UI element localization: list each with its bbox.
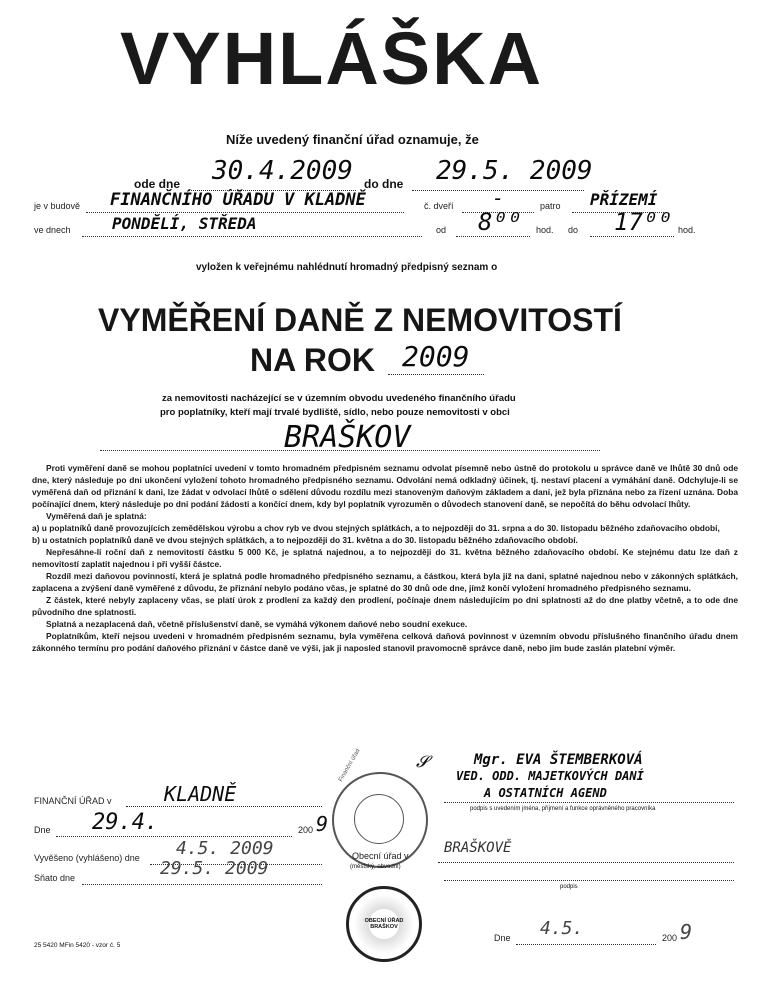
- intro-line: Níže uvedený finanční úřad oznamuje, že: [226, 132, 479, 147]
- signature-title-2: A OSTATNÍCH AGEND: [484, 786, 607, 800]
- office-value: KLADNĚ: [164, 782, 237, 806]
- scope-line-1: za nemovitosti nacházející se v územním obvodu uvedeného finančního úřadu: [162, 393, 516, 404]
- floor-label: patro: [540, 201, 561, 211]
- signature-name: Mgr. EVA ŠTEMBERKOVÁ: [474, 752, 643, 768]
- date-label: Dne: [34, 825, 51, 835]
- document-title: VYHLÁŠKA: [120, 17, 544, 100]
- days-label: ve dnech: [34, 225, 71, 235]
- paragraph-5000: Nepřesáhne-li roční daň z nemovitostí částku 5 000 Kč, je splatná najednou, a to nejpozději do 31. května běžného zdaňovacího období. Ke stejnému datu lze daň z nemovitostí zaplatit najednou i při vyšší částce.: [32, 547, 738, 569]
- municipality-value: BRAŠKOV: [284, 420, 411, 455]
- from-date-value: 30.4.2009: [212, 156, 353, 186]
- signature-caption: podpis s uvedením jména, příjmení a funkce oprávněného pracovníka: [470, 806, 656, 812]
- building-value: FINANČNÍHO ÚŘADU V KLADNĚ: [110, 190, 366, 210]
- paragraph-due: Vyměřená daň je splatná:: [46, 511, 147, 521]
- signature-scribble: 𝓢: [416, 752, 429, 771]
- removed-label: Sňato dne: [34, 873, 76, 883]
- podpis-label: podpis: [560, 884, 578, 890]
- municipal-stamp-text: OBECNÍ ÚŘAD BRAŠKOV: [364, 918, 404, 930]
- subject-year-value: 2009: [402, 340, 470, 373]
- paragraph-due-b: b) u ostatních poplatníků daně ve dvou stejných splátkách, a to nejpozději do 31. května a do 30. listopadu běžného zdaňovacího období.: [32, 535, 578, 545]
- to-date-value: 29.5. 2009: [436, 156, 593, 186]
- paragraph-appeal: Proti vyměření daně se mohou poplatníci uvedení v tomto hromadném předpisném seznamu odvolat písemně nebo ústně do protokolu u správce daně ve lhůtě 30 dnů ode dne, který následuje po dni ukončení vyložení tohoto hromadného předpisného seznamu. Odvolání nemá odkladný účinek, tj. nestaví placení a vymáhání daně. Odchyluje-li se vyměřená daň od přiznání k dani, lze žádat v odvolací lhůtě o sdělení důvodu rozdílu mezi stanoveným daňovým základem a daní, jež byla přiznána nebo za řízení uznána. Doba počínající dnem, který následuje po dni podání žádosti a končící dnem, kdy byl poplatník vyrozuměn o důvodech stanovení daně, se nepočítá do běhu odvolací lhůty.: [32, 463, 738, 509]
- form-code: 25 5420 MFin 5420 - vzor č. 5: [34, 942, 121, 949]
- floor-value: PŘÍZEMÍ: [590, 190, 658, 209]
- paragraph-others: Poplatníkům, kteří nejsou uvedeni v hromadném předpisném seznamu, byla vyměřena celková daňová povinnost v územním obvodu příslušného finančního úřadu dnem zákonného termínu pro podání daňového přiznání v částce daně ve výši, jak ji naposled stanovil pravomocně správce daně, nebo jim bude zaslán platební výměr.: [32, 631, 738, 653]
- posted-value: 4.5. 2009: [176, 838, 274, 859]
- date2-label: Dne: [494, 933, 511, 943]
- subject-title: VYMĚŘENÍ DANĚ Z NEMOVITOSTÍ: [98, 302, 622, 338]
- finance-office-stamp-inner: [354, 794, 404, 844]
- municipal-sub: (městský, obvodní): [350, 864, 401, 870]
- instructions-body: [32, 462, 738, 654]
- hod-label-1: hod.: [536, 225, 554, 235]
- date-value: 29.4.: [92, 810, 159, 835]
- year2-suffix: 9: [680, 920, 693, 944]
- office-label: FINANČNÍ ÚŘAD v: [34, 796, 112, 806]
- subject-year-label: NA ROK: [250, 342, 376, 378]
- paragraph-interest: Z částek, které nebyly zaplaceny včas, se platí úrok z prodlení za každý den prodlení, počínaje dnem následujícím po dni splatnosti až do dne platby včetně, a to ode dne původního dne splatnosti.: [32, 595, 738, 617]
- from-hour-value: 8⁰⁰: [478, 208, 522, 236]
- from-hour-label: od: [436, 225, 447, 235]
- paragraph-enforcement: Splatná a nezaplacená daň, včetně příslušenství daně, se vymáhá výkonem daňové nebo soudní exekuce.: [46, 619, 468, 629]
- door-label: č. dveří: [424, 201, 454, 211]
- to-hour-value: 17⁰⁰: [614, 208, 672, 236]
- posted-label: Vyvěšeno (vyhlášeno) dne: [34, 853, 140, 863]
- signature-title-1: VED. ODD. MAJETKOVÝCH DANÍ: [456, 769, 644, 783]
- year-prefix: 200: [298, 825, 314, 835]
- notice-line: vyložen k veřejnému nahlédnutí hromadný předpisný seznam o: [196, 262, 498, 273]
- paragraph-difference: Rozdíl mezi daňovou povinností, která je splatná podle hromadného předpisného seznamu, a částkou, která byla již na dani, splatné najednou nebo v zákonných splátkách, zaplacena a zvýšení daně vyměřené z důvodu, že přiznání nebylo podáno včas, je splatné do 30 dnů ode dne, jímž končí vyložení hromadného předpisného seznamu.: [32, 571, 738, 593]
- year2-prefix: 200: [662, 933, 678, 943]
- removed-value: 29.5. 2009: [160, 858, 269, 879]
- days-value: PONDĚLÍ, STŘEDA: [112, 214, 257, 233]
- finance-office-stamp-text: Finanční úřad: [338, 748, 362, 783]
- date2-value: 4.5.: [540, 918, 584, 939]
- from-date-label: ode dne: [134, 177, 181, 191]
- door-value: -: [492, 186, 505, 210]
- hod-label-2: hod.: [678, 225, 696, 235]
- scope-line-2: pro poplatníky, kteří mají trvalé bydliště, sídlo, nebo pouze nemovitosti v obci: [160, 407, 510, 418]
- building-label: je v budově: [34, 201, 81, 211]
- paragraph-due-a: a) u poplatníků daně provozujících zemědělskou výrobu a chov ryb ve dvou stejných splátkách, a to nejpozději do 31. srpna a do 30. listopadu běžného zdaňovacího období,: [32, 523, 720, 533]
- municipal-label: Obecní úřad v: [352, 851, 409, 861]
- to-hour-label: do: [568, 225, 579, 235]
- year-suffix: 9: [316, 812, 329, 836]
- to-date-label: do dne: [364, 177, 404, 191]
- municipal-value: BRAŠKOVĚ: [444, 840, 512, 856]
